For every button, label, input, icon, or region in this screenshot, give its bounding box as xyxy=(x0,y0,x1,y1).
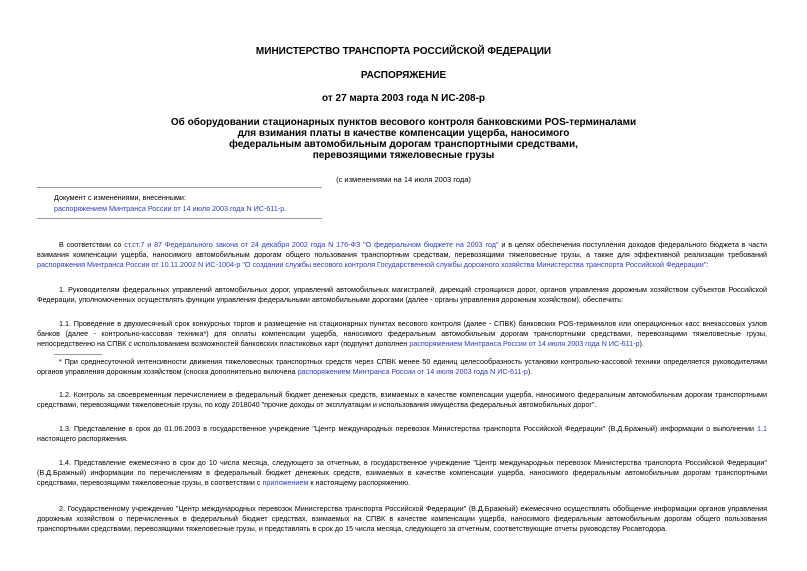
document-title xyxy=(0,117,807,161)
footnote-text: * При среднесуточной интенсивности движения тяжеловесных транспортных средств через СПВК менее 50 единиц целесообразность установки контрольно-кассовой техники определяется руководителями органов управления дорожным хозяйством (сноска дополнительно включена xyxy=(37,357,767,376)
paragraph-1-1-text: 1.1. Проведение в двухмесячный срок конкурсных торгов и размещение на стационарных пунктах весового контроля (далее - СПВК) банковских POS-терминалов или операционных касс внекассовых узлов банков (далее - контрольно-кассовая техника*) для оплаты компенсации ущерба, наносимого федеральным автомобильным дорогам транспортными средствами, перевозящими тяжеловесные грузы, непосредственно на СПВК с использованием возможностей банковских пластиковых карт (подпункт дополнен xyxy=(37,319,767,348)
paragraph-1 xyxy=(37,285,767,305)
paragraph-1-text: 1. Руководителям федеральных управлений автомобильных дорог, управлений автомобильных магистралей, дирекций строящихся дорог, органов управления дорожным хозяйством субъектов Российской Федерации, уполномоченных осуществлять функции управления федеральными автомобильными дорогами (далее - органы управления дорожным хозяйством), обеспечить: xyxy=(37,285,767,304)
ministry-heading: МИНИСТЕРСТВО ТРАНСПОРТА РОССИЙСКОЙ ФЕДЕРАЦИИ xyxy=(255,46,552,57)
paragraph-2-text: 2. Государственному учреждению "Центр международных перевозок Министерства транспорта Российской Федерации" (В.Д.Бражный) ежемесячно осуществлять обобщение информации органов управления дорожным хозяйством о перечисленных в федеральный бюджет средствах, взимаемых на СПВК в качестве компенсации ущерба, наносимого федеральным автомобильным дорогам общего пользования транспортными средствами, перевозящими тяжеловесные грузы, и представлять в срок до 15 числа месяца, следующего за отчетным, соответствующие отчеты руководству Росавтодора. xyxy=(37,504,767,533)
footnote xyxy=(37,357,767,377)
paragraph-1-4-text: 1.4. Представление ежемесячно в срок до 10 числа месяца, следующего за отчетным, в государственное учреждение "Центр международных перевозок Министерства транспорта Российской Федерации" (В.Д.Бражный) информации по перечислениям в федеральный бюджет денежных средств, взимаемых в качестве компенсации ущерба, наносимого федеральным автомобильным дорогам транспортными средствами, перевозящими тяжеловесные грузы, в соответствии с xyxy=(37,458,767,487)
paragraph-preamble xyxy=(37,240,767,270)
footnote-link[interactable]: распоряжением Минтранса России от 14 июля 2003 года N ИС-611-р xyxy=(297,367,528,376)
paragraph-1-4 xyxy=(37,458,767,488)
clause-link[interactable]: 1.1 xyxy=(757,424,767,433)
paragraph-1-3-text: 1.3. Представление в срок до 01.06.2003 в государственное учреждение "Центр международных перевозок Министерства транспорта Российской Федерации" (В.Д.Бражный) информации о выполнении xyxy=(59,424,757,433)
preamble-text: : xyxy=(706,260,709,269)
paragraph-2 xyxy=(37,504,767,534)
title-line: перевозящими тяжеловесные грузы xyxy=(312,150,495,161)
divider-top xyxy=(37,187,322,188)
paragraph-1-3-text: настоящего распоряжения. xyxy=(37,434,128,443)
appendix-link[interactable]: приложением xyxy=(262,478,309,487)
order-link[interactable]: распоряжения Минтранса России от 10.11.2002 N ИС-1004-р "О создании службы весового контроля Государственной службы дорожного хозяйства Министерства транспорта Российской Федерации" xyxy=(37,260,707,269)
preamble-text: В соответствии со xyxy=(59,240,125,249)
divider-bottom xyxy=(37,218,322,219)
amendment-link[interactable]: распоряжением Минтранса России от 14 июля 2003 года N ИС-611-р xyxy=(409,339,640,348)
document-type: РАСПОРЯЖЕНИЕ xyxy=(360,70,447,81)
paragraph-1-1-text: ). xyxy=(639,339,644,348)
amendment-note: (с изменениями на 14 июля 2003 года) xyxy=(336,175,471,184)
preamble-text: и в целях обеспечения поступления доходов федерального бюджета в части взимания компенсации ущерба, наносимого автомобильным дорогам общего пользования транспортным средствам, перевозящими тяжеловесные грузы, а также для эффективной реализации требований xyxy=(37,240,768,259)
changes-note-link[interactable]: распоряжением Минтранса России от 14 июля 2003 года N ИС-611-р. xyxy=(54,204,287,213)
law-link[interactable]: ст.ст.7 и 87 Федерального закона от 24 декабря 2002 года N 176-ФЗ "О федеральном бюджете на 2003 год" xyxy=(124,240,499,249)
title-line: для взимания платы в качестве компенсации ущерба, наносимого xyxy=(237,128,570,139)
footnote-divider xyxy=(54,354,102,355)
paragraph-1-2-text: 1.2. Контроль за своевременным перечислением в федеральный бюджет денежных средств, взимаемых в качестве компенсации ущерба, наносимого федеральным автомобильным дорогам транспортными средствами, перевозящими тяжеловесные грузы, по коду 2018040 "прочие доходы от эксплуатации и использования имущества федеральных автомобильных дорог". xyxy=(37,390,767,409)
document-date-number: от 27 марта 2003 года N ИС-208-р xyxy=(321,93,486,104)
title-line: Об оборудовании стационарных пунктов весового контроля банковскими POS-терминалами xyxy=(170,117,637,128)
footnote-text: ). xyxy=(527,367,533,376)
paragraph-1-3 xyxy=(37,424,767,444)
paragraph-1-2 xyxy=(37,390,767,410)
changes-note-label: Документ с изменениями, внесенными: xyxy=(54,193,186,202)
paragraph-1-4-text: к настоящему распоряжению. xyxy=(308,478,411,487)
paragraph-1-1 xyxy=(37,319,767,349)
title-line: федеральным автомобильным дорогам транспортными средствами, xyxy=(229,139,578,150)
